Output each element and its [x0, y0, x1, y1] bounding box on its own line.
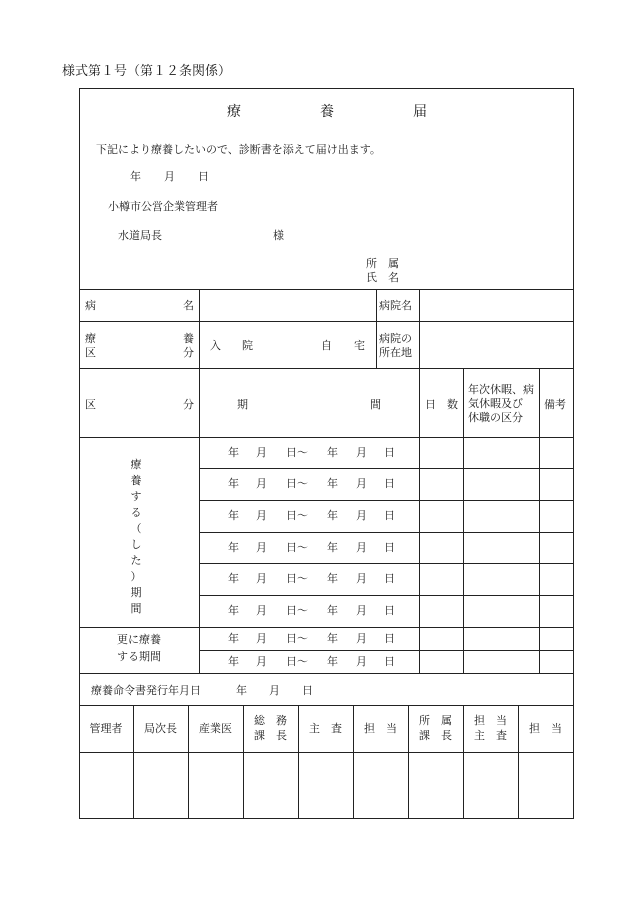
treatment-period-char: 療 — [130, 458, 142, 471]
leave-type-field[interactable] — [464, 596, 539, 627]
approval-header: 担 当 — [474, 714, 507, 727]
period-end-date-label: 日 — [384, 604, 395, 617]
period-end-date-label: 年 — [327, 477, 338, 490]
period-end-date-label: 月 — [356, 477, 367, 490]
disease-label: 名 — [183, 299, 194, 312]
order-date-label: 療養命令書発行年月日 — [91, 684, 201, 697]
extended-period-label: する期間 — [117, 650, 161, 663]
period-start-date-label: 年 — [228, 541, 239, 554]
order-date-year-label: 年 — [236, 684, 247, 697]
period-end-date-label: 月 — [356, 632, 367, 645]
days-field[interactable] — [420, 469, 463, 500]
hospital-name-field[interactable] — [420, 290, 573, 321]
order-date-day-label: 日 — [302, 684, 313, 697]
approval-stamp-box[interactable] — [354, 753, 408, 818]
division-label: 分 — [183, 398, 194, 411]
approval-stamp-box[interactable] — [299, 753, 353, 818]
leave-type-field[interactable] — [464, 501, 539, 532]
treatment-period-char: 間 — [130, 602, 142, 615]
treatment-period-char: し — [130, 538, 142, 551]
days-field[interactable] — [420, 501, 463, 532]
title-char: 届 — [413, 104, 427, 120]
period-start-date-label: 日～ — [286, 541, 308, 554]
period-start-date-label: 月 — [256, 655, 267, 668]
approval-header: 局次長 — [144, 722, 177, 735]
remarks-field[interactable] — [540, 533, 573, 563]
leave-type-label: 休職の区分 — [468, 411, 523, 424]
disease-label: 病 — [85, 299, 96, 312]
period-start-date-label: 月 — [256, 509, 267, 522]
days-field[interactable] — [420, 628, 463, 650]
period-start-date-label: 年 — [228, 477, 239, 490]
period-start-date-label: 月 — [256, 541, 267, 554]
form-border-right — [573, 88, 574, 819]
period-start-date-label: 月 — [256, 604, 267, 617]
approval-header: 主 査 — [474, 729, 507, 742]
period-start-date-label: 日～ — [286, 446, 308, 459]
period-end-date-label: 日 — [384, 509, 395, 522]
approval-stamp-box[interactable] — [134, 753, 188, 818]
period-start-date-label: 年 — [228, 572, 239, 585]
period-start-date-label: 日～ — [286, 655, 308, 668]
period-end-date-label: 年 — [327, 446, 338, 459]
treatment-period-char: （ — [130, 522, 142, 535]
approval-header: 課 長 — [419, 729, 452, 742]
leave-type-field[interactable] — [464, 533, 539, 563]
period-start-date-label: 年 — [228, 509, 239, 522]
period-end-date-label: 月 — [356, 655, 367, 668]
period-start-date-label: 年 — [228, 446, 239, 459]
days-field[interactable] — [420, 564, 463, 595]
row-line — [79, 705, 574, 706]
remarks-field[interactable] — [540, 651, 573, 673]
period-start-date-label: 年 — [228, 632, 239, 645]
treatment-period-char: 期 — [130, 586, 142, 599]
period-end-date-label: 年 — [327, 572, 338, 585]
period-end-date-label: 月 — [356, 509, 367, 522]
approval-header: 担 当 — [364, 722, 397, 735]
category-label: 分 — [183, 346, 194, 359]
category-label: 療 — [85, 332, 96, 345]
days-field[interactable] — [420, 533, 463, 563]
category-label: 区 — [85, 346, 96, 359]
approval-header: 所 属 — [419, 714, 452, 727]
row-line — [79, 673, 574, 674]
date-month-label: 月 — [164, 170, 175, 183]
days-field[interactable] — [420, 596, 463, 627]
extended-period-label: 更に療養 — [117, 633, 161, 646]
form-number: 様式第１号（第１２条関係） — [62, 64, 232, 79]
applicant-entry-field[interactable] — [401, 253, 570, 287]
intro-text: 下記により療養したいので、診断書を添えて届け出ます。 — [96, 143, 381, 156]
approval-stamp-box[interactable] — [464, 753, 518, 818]
treatment-period-label — [129, 458, 143, 618]
remarks-field[interactable] — [540, 596, 573, 627]
date-day-label: 日 — [198, 170, 209, 183]
period-start-date-label: 年 — [228, 655, 239, 668]
approval-stamp-box[interactable] — [409, 753, 463, 818]
option-home: 自 — [321, 339, 332, 352]
approval-header: 担 当 — [529, 722, 562, 735]
applicant-affiliation-label: 所 属 — [366, 257, 399, 270]
hospital-name-label: 病院名 — [379, 299, 412, 312]
remarks-field[interactable] — [540, 438, 573, 468]
period-start-date-label: 月 — [256, 572, 267, 585]
period-start-date-label: 月 — [256, 632, 267, 645]
leave-type-field[interactable] — [464, 628, 539, 650]
period-end-date-label: 月 — [356, 604, 367, 617]
approval-header: 管理者 — [89, 722, 123, 735]
treatment-period-char: 養 — [130, 474, 142, 487]
period-end-date-label: 日 — [384, 632, 395, 645]
category-label: 養 — [183, 332, 194, 345]
treatment-period-char: る — [130, 506, 142, 519]
order-date-month-label: 月 — [269, 684, 280, 697]
period-end-date-label: 月 — [356, 541, 367, 554]
period-end-date-label: 日 — [384, 572, 395, 585]
period-end-date-label: 年 — [327, 541, 338, 554]
period-start-date-label: 日～ — [286, 604, 308, 617]
hospital-location-field[interactable] — [420, 322, 573, 368]
period-end-date-label: 年 — [327, 604, 338, 617]
period-label: 間 — [370, 398, 381, 411]
remarks-field[interactable] — [540, 564, 573, 595]
approval-header: 課 長 — [254, 729, 287, 742]
period-end-date-label: 月 — [356, 572, 367, 585]
applicant-name-label: 氏 名 — [366, 271, 399, 284]
days-label: 日 数 — [425, 398, 458, 411]
form-border-left — [79, 88, 80, 819]
period-end-date-label: 日 — [384, 655, 395, 668]
addressee-organization: 小樽市公営企業管理者 — [108, 200, 218, 213]
option-home: 宅 — [354, 339, 365, 352]
period-start-date-label: 年 — [228, 604, 239, 617]
leave-type-field[interactable] — [464, 438, 539, 468]
addressee-department: 水道局長 — [118, 229, 162, 242]
remarks-field[interactable] — [540, 501, 573, 532]
approval-stamp-box[interactable] — [244, 753, 298, 818]
approval-header: 総 務 — [254, 714, 287, 727]
remarks-label: 備考 — [544, 398, 566, 411]
disease-name-field[interactable] — [200, 290, 376, 321]
approval-stamp-box[interactable] — [519, 753, 573, 818]
hospital-location-label: 所在地 — [379, 346, 412, 359]
form-border-bottom — [79, 818, 574, 819]
period-start-date-label: 日～ — [286, 509, 308, 522]
date-year-label: 年 — [130, 170, 141, 183]
period-end-date-label: 日 — [384, 541, 395, 554]
form-border-top — [79, 88, 574, 89]
period-label: 期 — [237, 398, 248, 411]
period-start-date-label: 月 — [256, 477, 267, 490]
leave-type-field[interactable] — [464, 651, 539, 673]
treatment-period-char: す — [130, 490, 142, 503]
period-end-date-label: 年 — [327, 632, 338, 645]
option-inpatient: 院 — [242, 339, 253, 352]
hospital-location-label: 病院の — [379, 332, 412, 345]
leave-type-field[interactable] — [464, 469, 539, 500]
period-end-date-label: 年 — [327, 655, 338, 668]
leave-type-field[interactable] — [464, 564, 539, 595]
treatment-period-char: ） — [130, 570, 142, 583]
title-char: 養 — [320, 104, 334, 120]
period-end-date-label: 年 — [327, 509, 338, 522]
treatment-period-char: た — [130, 554, 142, 567]
period-end-date-label: 日 — [384, 446, 395, 459]
remarks-field[interactable] — [540, 469, 573, 500]
row-line — [79, 368, 574, 369]
days-field[interactable] — [420, 651, 463, 673]
approval-stamp-box[interactable] — [80, 753, 133, 818]
leave-type-label: 気休暇及び — [468, 397, 523, 410]
approval-header: 産業医 — [199, 722, 232, 735]
option-inpatient: 入 — [210, 339, 221, 352]
period-start-date-label: 日～ — [286, 477, 308, 490]
leave-type-label: 年次休暇、病 — [468, 383, 534, 396]
col-line — [376, 289, 377, 369]
honorific: 様 — [273, 229, 284, 242]
approval-stamp-box[interactable] — [189, 753, 243, 818]
period-end-date-label: 日 — [384, 477, 395, 490]
title-char: 療 — [227, 104, 241, 120]
approval-header: 主 査 — [309, 722, 342, 735]
period-start-date-label: 日～ — [286, 632, 308, 645]
period-start-date-label: 日～ — [286, 572, 308, 585]
remarks-field[interactable] — [540, 628, 573, 650]
period-start-date-label: 月 — [256, 446, 267, 459]
period-end-date-label: 月 — [356, 446, 367, 459]
division-label: 区 — [85, 398, 96, 411]
days-field[interactable] — [420, 438, 463, 468]
